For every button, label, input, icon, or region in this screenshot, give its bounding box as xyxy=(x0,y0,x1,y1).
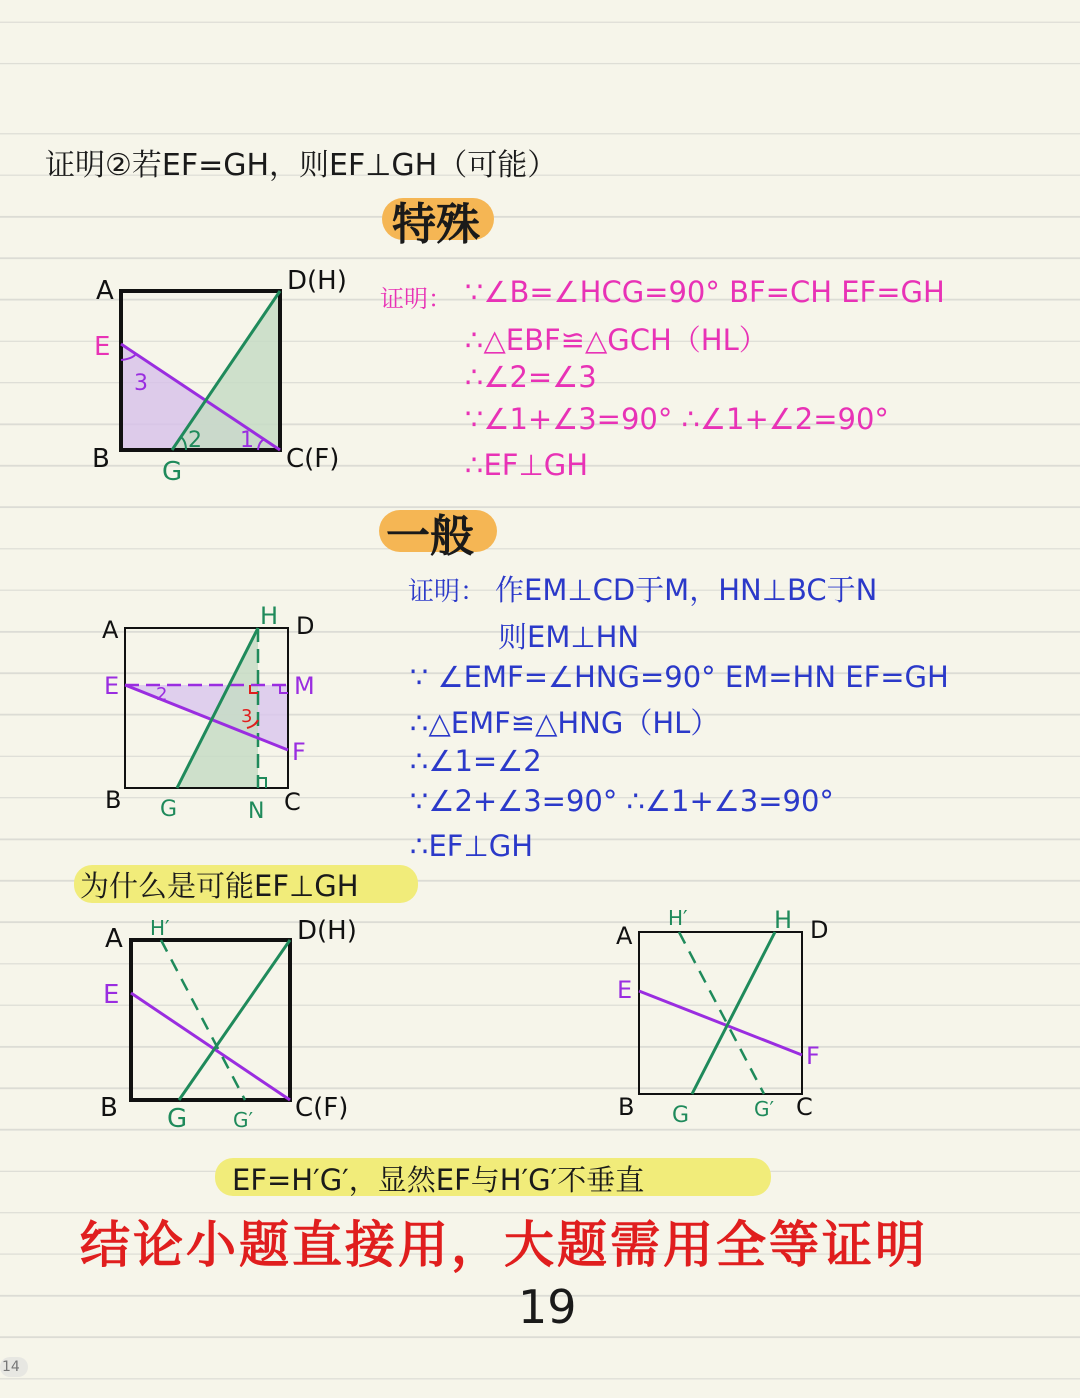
angle-label-3: 3 xyxy=(134,371,148,396)
label-c: C(F) xyxy=(286,444,340,474)
label-g-prime: G′ xyxy=(754,1097,775,1121)
label-e: E xyxy=(617,976,633,1004)
special-proof-line-2: ∴△EBF≌△GCH（HL） xyxy=(465,323,768,357)
label-a: A xyxy=(105,924,123,954)
special-proof-line-4: ∵∠1+∠3=90° ∴∠1+∠2=90° xyxy=(465,402,889,436)
label-c: C(F) xyxy=(295,1093,349,1123)
special-proof-line-5: ∴EF⊥GH xyxy=(465,448,588,482)
general-proof-line-4: ∴△EMF≌△HNG（HL） xyxy=(410,706,720,740)
special-proof-line-3: ∴∠2=∠3 xyxy=(465,360,597,394)
label-a: A xyxy=(96,276,114,306)
special-heading: 特殊 xyxy=(392,199,480,250)
why-left-diagram xyxy=(95,905,395,1134)
why-right-diagram xyxy=(612,900,852,1128)
label-b: B xyxy=(92,444,110,474)
label-g: G xyxy=(160,797,178,822)
label-g-prime: G′ xyxy=(233,1108,254,1132)
segment-gh xyxy=(692,932,775,1094)
general-heading: 一般 xyxy=(386,511,474,562)
label-h: H xyxy=(774,906,793,934)
conclusion: 结论小题直接用，大题需用全等证明 xyxy=(80,1216,928,1274)
label-g: G xyxy=(167,1104,188,1134)
why-note: EF=H′G′，显然EF与H′G′不垂直 xyxy=(232,1163,645,1197)
label-b: B xyxy=(100,1093,118,1123)
angle-label-2: 2 xyxy=(188,428,202,453)
label-c: C xyxy=(796,1093,813,1121)
label-a: A xyxy=(616,922,633,950)
label-b: B xyxy=(618,1093,635,1121)
label-d: D xyxy=(810,916,829,944)
page-number: 19 xyxy=(518,1280,577,1334)
label-e: E xyxy=(103,980,120,1010)
general-proof-line-7: ∴EF⊥GH xyxy=(410,829,533,863)
label-m: M xyxy=(294,672,315,700)
label-d: D(H) xyxy=(297,916,357,946)
label-h: H xyxy=(260,602,279,630)
special-diagram xyxy=(80,265,380,485)
label-f: F xyxy=(806,1042,820,1070)
segment-ef xyxy=(131,993,290,1100)
label-d: D(H) xyxy=(287,266,347,296)
corner-tag: 14 xyxy=(0,1357,28,1377)
square-abcd xyxy=(131,940,290,1100)
label-h-prime: H′ xyxy=(668,906,688,930)
angle-label-3: 3 xyxy=(241,706,253,727)
angle-label-2: 2 xyxy=(156,684,168,705)
label-e: E xyxy=(94,332,111,362)
label-a: A xyxy=(102,616,119,644)
general-proof-line-1: 作EM⊥CD于M，HN⊥BC于N xyxy=(495,573,878,607)
label-h-prime: H′ xyxy=(150,916,170,940)
label-g: G xyxy=(162,457,183,487)
page-title: 证明②若EF=GH，则EF⊥GH（可能） xyxy=(45,148,558,183)
angle-label-1: 1 xyxy=(240,428,254,453)
label-b: B xyxy=(105,786,122,814)
special-proof-line-1: ∵∠B=∠HCG=90° BF=CH EF=GH xyxy=(465,275,945,309)
label-f: F xyxy=(292,738,306,766)
label-e: E xyxy=(104,672,120,700)
label-c: C xyxy=(284,788,301,816)
segment-ef xyxy=(639,991,802,1055)
general-proof-label: 证明： xyxy=(408,577,487,607)
why-question: 为什么是可能EF⊥GH xyxy=(80,869,359,903)
general-proof-line-5: ∴∠1=∠2 xyxy=(410,744,542,778)
label-g: G xyxy=(672,1103,690,1128)
general-diagram xyxy=(100,600,340,824)
general-proof-line-6: ∵∠2+∠3=90° ∴∠1+∠3=90° xyxy=(410,784,834,818)
label-d: D xyxy=(296,612,315,640)
label-n: N xyxy=(248,799,265,824)
general-proof-line-2: 则EM⊥HN xyxy=(498,620,640,654)
general-proof-line-3: ∵ ∠EMF=∠HNG=90° EM=HN EF=GH xyxy=(410,660,949,694)
segment-gh xyxy=(179,940,290,1100)
special-proof-label: 证明： xyxy=(380,285,452,313)
